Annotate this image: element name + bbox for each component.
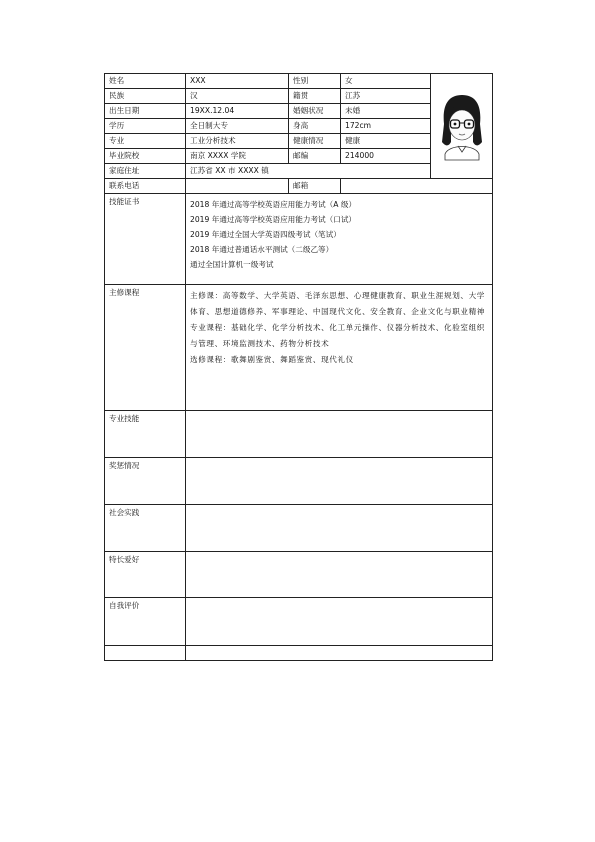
school-value: 南京 XXXX 学院 xyxy=(186,149,289,164)
self-eval-content xyxy=(186,598,493,646)
blank-label xyxy=(105,646,186,661)
certificate-item: 通过全国计算机一级考试 xyxy=(190,260,274,269)
certificate-item: 2018 年通过普通话水平测试（二级乙等） xyxy=(190,245,334,254)
height-value: 172cm xyxy=(341,119,431,134)
gender-label: 性别 xyxy=(289,74,341,89)
email-value xyxy=(341,179,493,194)
education-label: 学历 xyxy=(105,119,186,134)
course-paragraph: 选修课程：歌舞剧鉴赏、舞蹈鉴赏、现代礼仪 xyxy=(190,355,354,364)
skills-content xyxy=(186,411,493,458)
awards-label: 奖惩情况 xyxy=(105,458,186,505)
certificate-item: 2018 年通过高等学校英语应用能力考试（A 级） xyxy=(190,200,357,209)
phone-label: 联系电话 xyxy=(105,179,186,194)
native-value: 江苏 xyxy=(341,89,431,104)
name-label: 姓名 xyxy=(105,74,186,89)
hobbies-content xyxy=(186,552,493,598)
birth-value: 19XX.12.04 xyxy=(186,104,289,119)
health-value: 健康 xyxy=(341,134,431,149)
marital-value: 未婚 xyxy=(341,104,431,119)
birth-label: 出生日期 xyxy=(105,104,186,119)
blank-content xyxy=(186,646,493,661)
address-value: 江苏省 XX 市 XXXX 镇 xyxy=(186,164,431,179)
course-paragraph: 专业课程：基础化学、化学分析技术、化工单元操作、仪器分析技术、化验室组织与管理、环境监测技术、药物分析技术 xyxy=(190,323,485,348)
self-eval-label: 自我评价 xyxy=(105,598,186,646)
major-label: 专业 xyxy=(105,134,186,149)
marital-label: 婚姻状况 xyxy=(289,104,341,119)
photo-cell xyxy=(431,74,493,179)
course-paragraph: 主修课：高等数学、大学英语、毛泽东思想、心理健康教育、职业生涯规划、大学体育、思想道德修养、军事理论、中国现代文化、安全教育、企业文化与职业精神 xyxy=(190,291,485,316)
certificate-item: 2019 年通过全国大学英语四级考试（笔试） xyxy=(190,230,341,239)
native-label: 籍贯 xyxy=(289,89,341,104)
avatar xyxy=(435,84,489,168)
gender-value: 女 xyxy=(341,74,431,89)
height-label: 身高 xyxy=(289,119,341,134)
phone-value xyxy=(186,179,289,194)
ethnicity-label: 民族 xyxy=(105,89,186,104)
major-value: 工业分析技术 xyxy=(186,134,289,149)
hobbies-label: 特长爱好 xyxy=(105,552,186,598)
name-value: XXX xyxy=(186,74,289,89)
health-label: 健康情况 xyxy=(289,134,341,149)
practice-label: 社会实践 xyxy=(105,505,186,552)
certificate-item: 2019 年通过高等学校英语应用能力考试（口试） xyxy=(190,215,357,224)
courses-content xyxy=(186,285,493,411)
certificates-list xyxy=(186,194,493,285)
email-label: 邮箱 xyxy=(289,179,341,194)
courses-label: 主修课程 xyxy=(105,285,186,411)
awards-content xyxy=(186,458,493,505)
education-value: 全日制大专 xyxy=(186,119,289,134)
zip-label: 邮编 xyxy=(289,149,341,164)
skills-label: 专业技能 xyxy=(105,411,186,458)
ethnicity-value: 汉 xyxy=(186,89,289,104)
school-label: 毕业院校 xyxy=(105,149,186,164)
resume-table xyxy=(104,73,493,661)
zip-value: 214000 xyxy=(341,149,431,164)
address-label: 家庭住址 xyxy=(105,164,186,179)
certificates-label: 技能证书 xyxy=(105,194,186,285)
practice-content xyxy=(186,505,493,552)
